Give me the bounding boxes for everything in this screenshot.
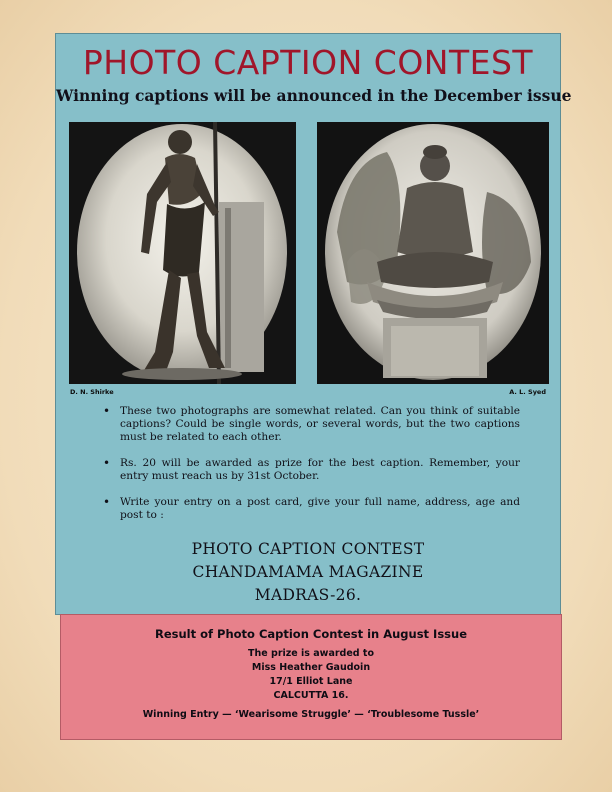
contest-panel [55,33,572,615]
winning-entry: Winning Entry — ‘Wearisome Struggle’ — ‘Troublesome Tussle’ [142,709,480,720]
address-line-contest: PHOTO CAPTION CONTEST [191,540,425,558]
instruction-item: • Write your entry on a post card, give your full name, address, age and post to : [100,496,520,522]
result-title: Result of Photo Caption Contest in August Issue [154,627,468,641]
result-panel [60,614,562,740]
photo-credit-right: A. L. Syed [509,388,546,396]
address-line-city: MADRAS-26. [254,586,362,604]
instructions-list [100,405,520,535]
page-title: PHOTO CAPTION CONTEST [82,43,534,82]
result-prize-line: The prize is awarded to [248,648,374,659]
instruction-item: • Rs. 20 will be awarded as prize for the best caption. Remember, your entry must reach us by 31st October. [100,457,520,483]
page-subtitle: Winning captions will be announced in the December issue [56,86,572,105]
seated-buddha-statue-photo [317,122,549,384]
buddha-statue-illustration [317,122,549,384]
instruction-item: • These two photographs are somewhat related. Can you think of suitable captions? Could be single words, or several words, but the two captions must be related to each other. [100,405,520,444]
standing-statue-illustration [69,122,296,384]
winner-name: Miss Heather Gaudoin [251,662,371,673]
photo-credit-left: D. N. Shirke [70,388,114,396]
winner-city: CALCUTTA 16. [273,690,349,701]
standing-statue-photo [69,122,296,384]
winner-street: 17/1 Elliot Lane [269,676,353,687]
address-line-magazine: CHANDAMAMA MAGAZINE [192,563,424,581]
